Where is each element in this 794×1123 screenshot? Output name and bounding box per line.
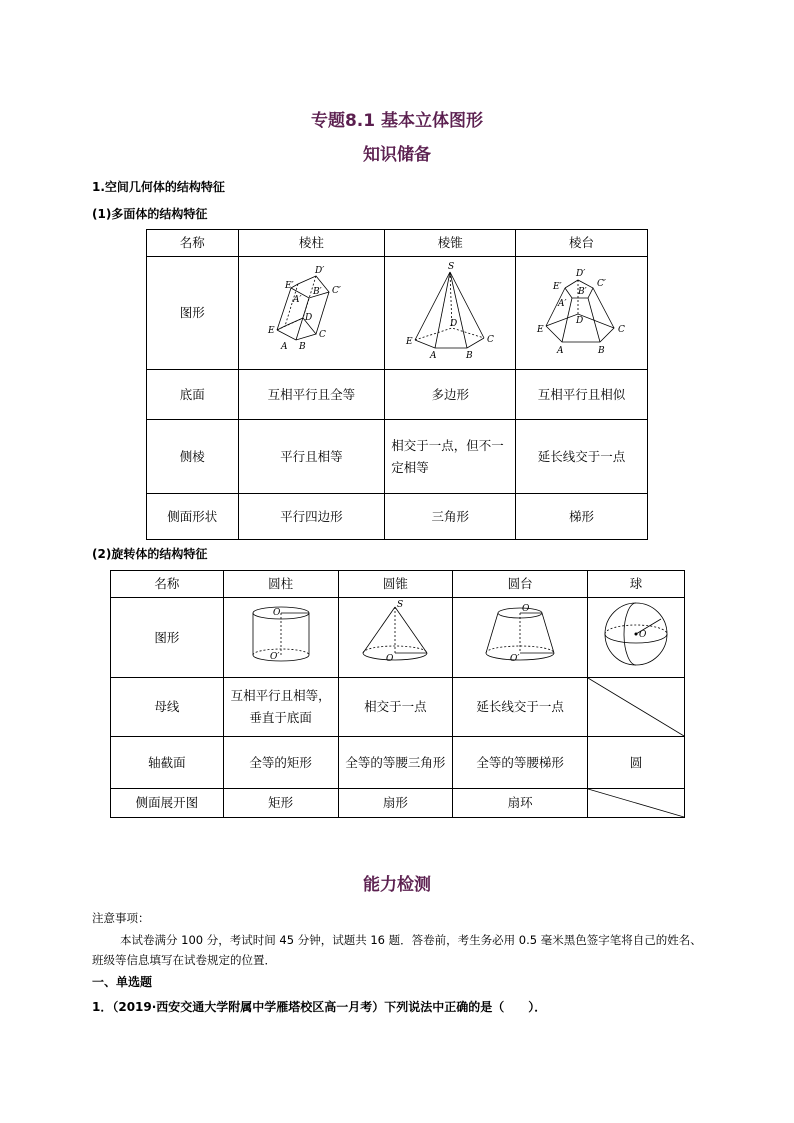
- table-cell: 扇形: [338, 789, 453, 818]
- table-row: [111, 737, 685, 789]
- figure-cell: [223, 598, 338, 678]
- vertex-label: B: [597, 345, 605, 356]
- table-cell: 全等的等腰三角形: [338, 737, 453, 789]
- diagonal-slash: [588, 789, 684, 817]
- subsection-heading: (1)多面体的结构特征: [92, 207, 208, 221]
- table-cell: 矩形: [223, 789, 338, 818]
- table-cell: 互相平行且相似: [516, 370, 648, 420]
- page-title: 专题8.1 基本立体图形: [310, 111, 484, 131]
- header-cell: 球: [587, 571, 684, 598]
- row-label: 侧面展开图: [111, 789, 224, 818]
- vertex-label: D: [305, 312, 313, 323]
- table-row: [147, 257, 648, 370]
- vertex-label: A: [281, 341, 288, 352]
- ability-title: 能力检测: [363, 875, 431, 895]
- row-label: 轴截面: [111, 737, 224, 789]
- header-cell: 棱锥: [385, 230, 516, 257]
- vertex-label: C′: [332, 285, 342, 296]
- row-label: 图形: [111, 598, 224, 678]
- frustum-cone-figure: [470, 599, 570, 669]
- vertex-label: O: [386, 654, 394, 664]
- header-cell: 名称: [111, 571, 224, 598]
- row-label: 母线: [111, 678, 224, 737]
- vertex-label: D: [450, 318, 458, 329]
- notice-text: 本试卷满分 100 分，考试时间 45 分钟，试题共 16 题．答卷前，考生务必用 0.5 毫米黑色签字笔将自己的姓名、班级等信息填写在试卷规定的位置．: [92, 933, 702, 967]
- section-heading: 1.空间几何体的结构特征: [92, 180, 225, 194]
- header-cell: 圆柱: [223, 571, 338, 598]
- subsection-heading: (2)旋转体的结构特征: [92, 547, 208, 561]
- vertex-label: O: [522, 604, 530, 614]
- frustum-figure: [532, 260, 632, 360]
- table-row: [111, 678, 685, 737]
- prism-figure: [261, 260, 361, 360]
- vertex-label: C: [319, 329, 327, 340]
- table-cell: 相交于一点，但不一定相等: [385, 420, 516, 494]
- vertex-label: A′: [293, 294, 302, 305]
- vertex-label: D′: [575, 268, 585, 279]
- vertex-label: B: [299, 341, 307, 352]
- table-cell: 互相平行且相等，垂直于底面: [223, 678, 338, 737]
- table-row: [111, 789, 685, 818]
- vertex-label: E: [536, 324, 544, 335]
- table-cell: 全等的矩形: [223, 737, 338, 789]
- vertex-label: O′: [510, 654, 520, 664]
- table-cell: 梯形: [516, 494, 648, 540]
- rotation-body-table: [110, 570, 685, 818]
- table-cell: 三角形: [385, 494, 516, 540]
- row-label: 图形: [147, 257, 239, 370]
- table-cell: 延长线交于一点: [516, 420, 648, 494]
- vertex-label: S: [448, 261, 455, 272]
- part-heading: 一、单选题: [92, 975, 153, 989]
- vertex-label: A: [430, 350, 437, 360]
- vertex-label: D: [575, 315, 583, 326]
- vertex-label: B′: [577, 286, 587, 297]
- table-cell: 全等的等腰梯形: [453, 737, 588, 789]
- table-header-row: [147, 230, 648, 257]
- table-cell: 圆: [587, 737, 684, 789]
- table-cell: 多边形: [385, 370, 516, 420]
- vertex-label: O: [638, 630, 647, 640]
- table-row: [147, 370, 648, 420]
- cone-figure: [350, 599, 440, 669]
- table-cell: 扇环: [453, 789, 588, 818]
- question-1: 1．（2019·西安交通大学附属中学雁塔校区高一月考）下列说法中正确的是（ ）．: [92, 1000, 547, 1014]
- table-header-row: [111, 571, 685, 598]
- vertex-label: A′: [557, 298, 567, 309]
- polyhedra-table: [146, 229, 648, 540]
- vertex-label: D′: [315, 265, 325, 276]
- vertex-label: E: [268, 325, 275, 336]
- row-label: 底面: [147, 370, 239, 420]
- vertex-label: E′: [552, 281, 562, 292]
- vertex-label: B: [466, 350, 473, 360]
- row-label: 侧面形状: [147, 494, 239, 540]
- figure-cell: [385, 257, 516, 370]
- empty-cell: [587, 789, 684, 818]
- table-cell: 延长线交于一点: [453, 678, 588, 737]
- vertex-label: O: [272, 608, 281, 618]
- figure-cell: [238, 257, 385, 370]
- header-cell: 棱柱: [238, 230, 385, 257]
- header-cell: 名称: [147, 230, 239, 257]
- vertex-label: A: [556, 345, 564, 356]
- notice-label: 注意事项：: [92, 911, 150, 925]
- pyramid-figure: [400, 260, 500, 360]
- header-cell: 圆锥: [338, 571, 453, 598]
- figure-cell: [516, 257, 648, 370]
- table-row: [147, 420, 648, 494]
- table-row: [111, 598, 685, 678]
- table-cell: 相交于一点: [338, 678, 453, 737]
- row-label: 侧棱: [147, 420, 239, 494]
- diagonal-slash: [588, 678, 684, 736]
- vertex-label: C: [487, 334, 495, 345]
- sphere-figure: [599, 599, 673, 669]
- vertex-label: C′: [596, 278, 606, 289]
- empty-cell: [587, 678, 684, 737]
- header-cell: 圆台: [453, 571, 588, 598]
- cylinder-figure: [236, 599, 326, 669]
- table-cell: 平行且相等: [238, 420, 385, 494]
- table-row: [147, 494, 648, 540]
- table-cell: 平行四边形: [238, 494, 385, 540]
- figure-cell: [587, 598, 684, 678]
- vertex-label: B′: [313, 286, 323, 297]
- header-cell: 棱台: [516, 230, 648, 257]
- vertex-label: E′: [285, 280, 295, 291]
- figure-cell: [338, 598, 453, 678]
- vertex-label: E: [406, 336, 413, 347]
- vertex-label: O′: [269, 652, 280, 662]
- figure-cell: [453, 598, 588, 678]
- table-cell: 互相平行且全等: [238, 370, 385, 420]
- page-subtitle: 知识储备: [363, 145, 431, 165]
- vertex-label: C: [617, 324, 625, 335]
- vertex-label: S: [397, 600, 404, 610]
